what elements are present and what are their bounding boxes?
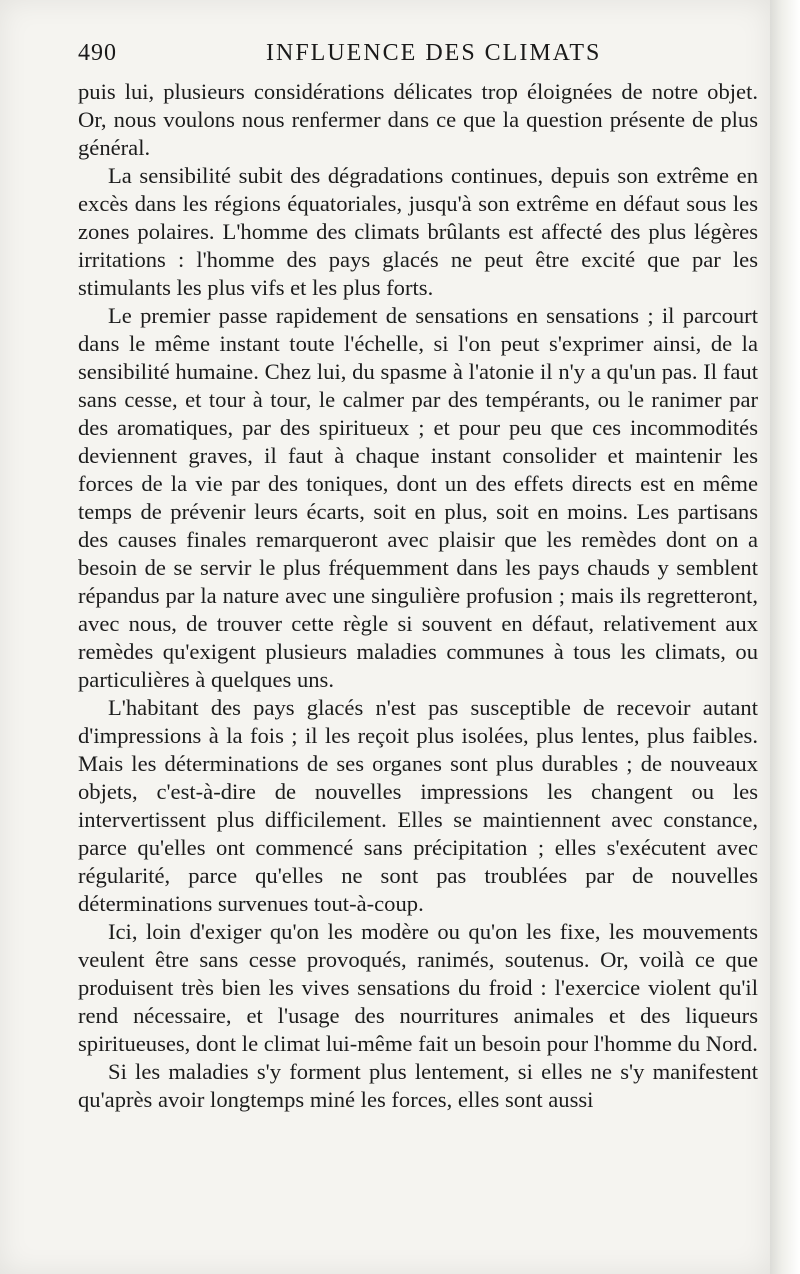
page-header xyxy=(78,36,758,72)
paragraph: Si les maladies s'y forment plus lentement, si elles ne s'y manifestent qu'après avoir longtemps miné les forces, elles sont aussi xyxy=(78,1059,758,1112)
paragraph: L'habitant des pays glacés n'est pas susceptible de recevoir autant d'impressions à la fois ; il les reçoit plus isolées, plus lentes, plus faibles. Mais les déterminations de ses organes sont plus durables ; de nouveaux objets, c'est-à-dire de nouvelles impressions les changent ou les intervertissent plus difficilement. Elles se maintiennent avec constance, parce qu'elles ont commencé sans précipitation ; elles s'exécutent avec régularité, parce qu'elles ne sont pas troublées par de nouvelles déterminations survenues tout-à-coup. xyxy=(78,695,758,916)
page-edge xyxy=(770,0,800,1274)
running-title: INFLUENCE DES CLIMATS xyxy=(266,40,602,66)
paragraph: puis lui, plusieurs considérations délicates trop éloignées de notre objet. Or, nous voulons nous renfermer dans ce que la question présente de plus général. xyxy=(78,79,758,160)
paragraph: La sensibilité subit des dégradations continues, depuis son extrême en excès dans les régions équatoriales, jusqu'à son extrême en défaut sous les zones polaires. L'homme des climats brûlants est affecté des plus légères irritations : l'homme des pays glacés ne peut être excité que par les stimulants les plus vifs et les plus forts. xyxy=(78,163,758,300)
body-text xyxy=(78,78,758,1114)
paragraph: Le premier passe rapidement de sensations en sensations ; il parcourt dans le même instant toute l'échelle, si l'on peut s'exprimer ainsi, de la sensibilité humaine. Chez lui, du spasme à l'atonie il n'y a qu'un pas. Il faut sans cesse, et tour à tour, le calmer par des tempérants, ou le ranimer par des aromatiques, par des spiritueux ; et pour peu que ces incommodités deviennent graves, il faut à chaque instant consolider et maintenir les forces de la vie par des toniques, dont un des effets directs est en même temps de prévenir leurs écarts, soit en plus, soit en moins. Les partisans des causes finales remarqueront avec plaisir que les remèdes dont on a besoin de se servir le plus fréquemment dans les pays chauds y semblent répandus par la nature avec une singulière profusion ; mais ils regretteront, avec nous, de trouver cette règle si souvent en défaut, relativement aux remèdes qu'exigent plusieurs maladies communes à tous les climats, ou particulières à quelques uns. xyxy=(78,303,758,692)
page-number: 490 xyxy=(78,40,117,66)
paragraph: Ici, loin d'exiger qu'on les modère ou qu'on les fixe, les mouvements veulent être sans cesse provoqués, ranimés, soutenus. Or, voilà ce que produisent très bien les vives sensations du froid : l'exercice violent qu'il rend nécessaire, et l'usage des nourritures animales et des liqueurs spiritueuses, dont le climat lui-même fait un besoin pour l'homme du Nord. xyxy=(78,919,758,1056)
